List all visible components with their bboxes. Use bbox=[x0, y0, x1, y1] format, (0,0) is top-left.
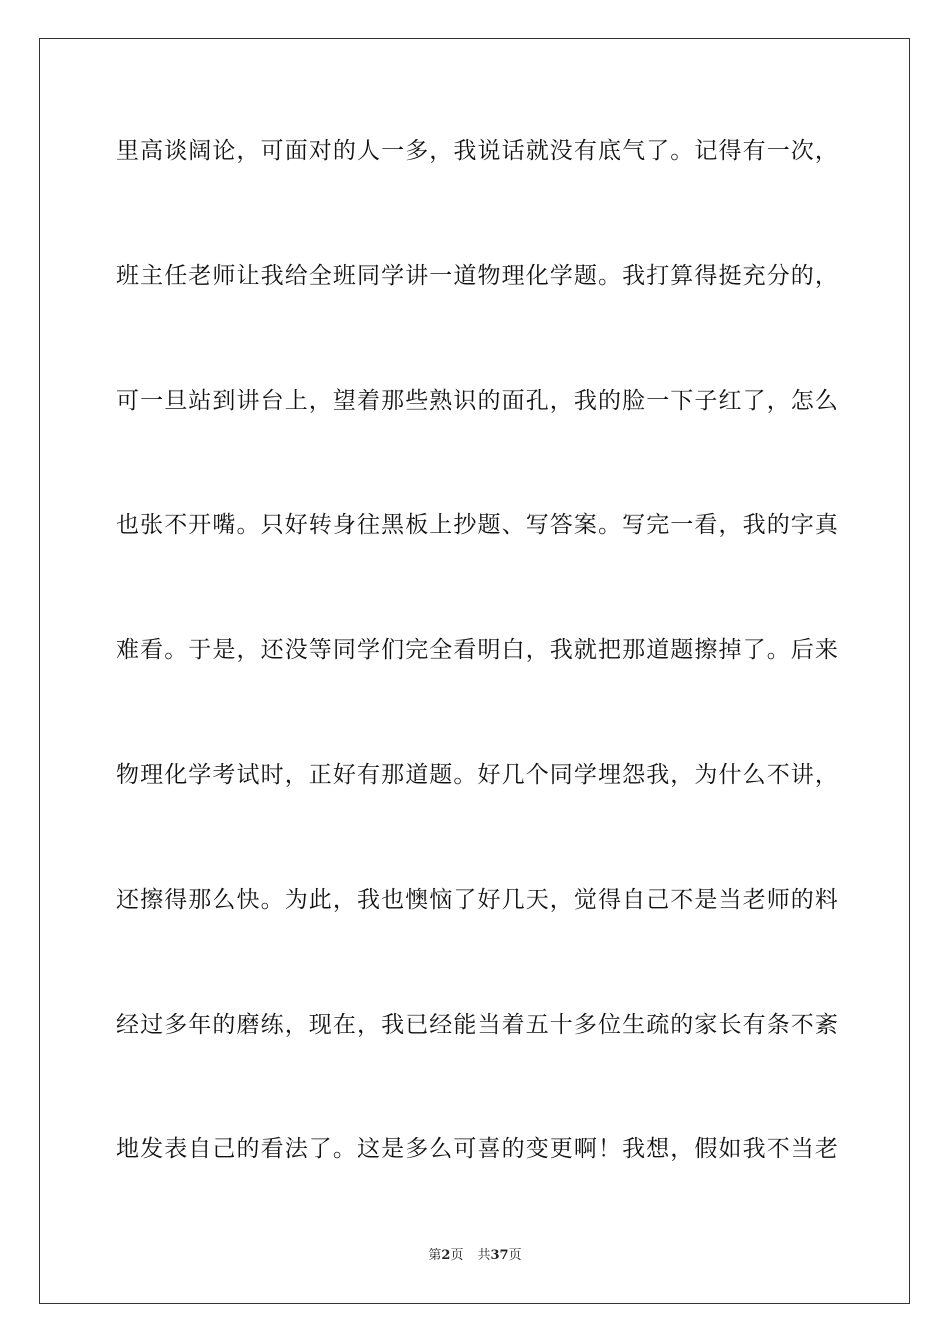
page-prefix: 第 bbox=[428, 1248, 442, 1263]
page-footer bbox=[0, 1248, 950, 1264]
body-text-line: 地发表自己的看法了。这是多么可喜的变更啊！我想，假如我不当老 bbox=[116, 1136, 839, 1162]
page-number: 2 bbox=[441, 1248, 451, 1263]
page-suffix: 页 bbox=[450, 1248, 464, 1263]
body-text-line: 还擦得那么快。为此，我也懊恼了好几天，觉得自己不是当老师的料 bbox=[116, 887, 839, 913]
body-text-line: 里高谈阔论，可面对的人一多，我说话就没有底气了。记得有一次， bbox=[116, 138, 839, 164]
body-text-line: 班主任老师让我给全班同学讲一道物理化学题。我打算得挺充分的， bbox=[116, 263, 839, 289]
total-suffix: 页 bbox=[508, 1248, 522, 1263]
page-border bbox=[39, 38, 910, 1304]
body-text-line: 物理化学考试时，正好有那道题。好几个同学埋怨我，为什么不讲， bbox=[116, 762, 839, 788]
body-text-line: 难看。于是，还没等同学们完全看明白，我就把那道题擦掉了。后来 bbox=[116, 637, 839, 663]
body-text-line: 经过多年的磨练，现在，我已经能当着五十多位生疏的家长有条不紊 bbox=[116, 1012, 839, 1038]
body-text-line: 也张不开嘴。只好转身往黑板上抄题、写答案。写完一看，我的字真 bbox=[116, 512, 839, 538]
body-text-line: 可一旦站到讲台上，望着那些熟识的面孔，我的脸一下子红了，怎么 bbox=[116, 388, 839, 414]
total-prefix: 共 bbox=[477, 1248, 491, 1263]
total-pages: 37 bbox=[490, 1248, 509, 1263]
